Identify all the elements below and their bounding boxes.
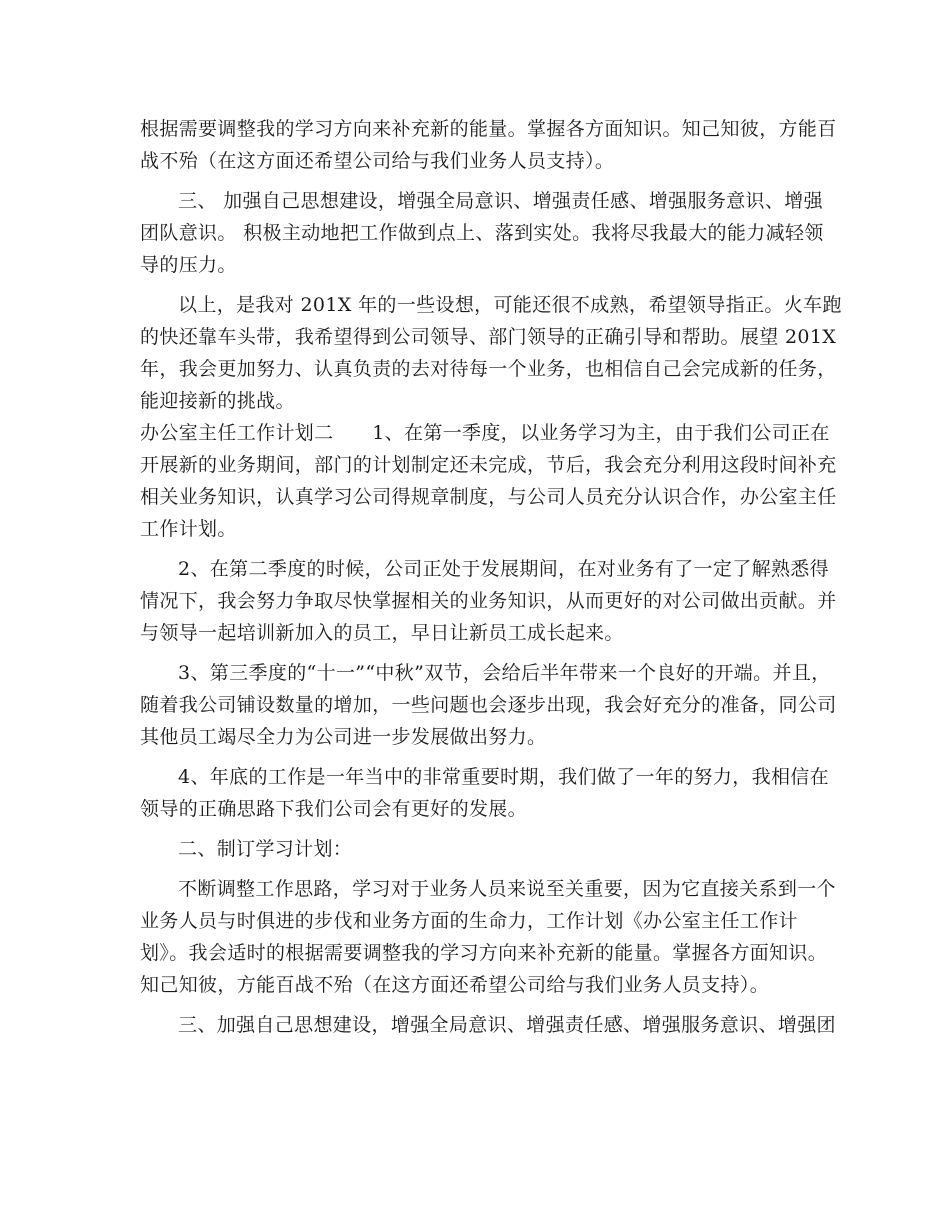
- text-line: 年，我会更加努力、认真负责的去对待每一个业务，也相信自己会完成新的任务，: [140, 358, 837, 380]
- text-line: 以上，是我对 201X 年的一些设想，可能还很不成熟，希望领导指正。火车跑: [178, 294, 842, 316]
- text-line: 4、年底的工作是一年当中的非常重要时期，我们做了一年的努力，我相信在: [178, 766, 829, 788]
- document-body: [140, 113, 842, 1041]
- text-line: 划》。我会适时的根据需要调整我的学习方向来补充新的能量。掌握各方面知识。: [140, 942, 828, 964]
- text-line: 战不殆（在这方面还希望公司给与我们业务人员支持）。: [140, 150, 615, 172]
- text-line: 领导的正确思路下我们公司会有更好的发展。: [140, 798, 528, 820]
- text-line: 团队意识。 积极主动地把工作做到点上、落到实处。我将尽我最大的能力减轻领: [140, 222, 824, 244]
- text-line: 与领导一起培训新加入的员工，早日让新员工成长起来。: [140, 622, 624, 644]
- text-line: 工作计划。: [140, 518, 237, 540]
- text-line: 业务人员与时俱进的步伐和业务方面的生命力，工作计划《办公室主任工作计: [140, 910, 798, 932]
- text-line: 三、 加强自己思想建设，增强全局意识、增强责任感、增强服务意识、增强: [178, 190, 823, 212]
- text-line: 知己知彼，方能百战不殆（在这方面还希望公司给与我们业务人员支持）。: [140, 974, 770, 996]
- section-heading-line: 办公室主任工作计划二 1、在第一季度，以业务学习为主，由于我们公司正在: [140, 422, 830, 444]
- text-line: 的快还靠车头带，我希望得到公司领导、部门领导的正确引导和帮助。展望 201X: [140, 326, 837, 348]
- text-line: 相关业务知识，认真学习公司得规章制度，与公司人员充分认识合作，办公室主任: [140, 486, 837, 508]
- section-heading: 二、制订学习计划：: [178, 838, 353, 860]
- text-line: 能迎接新的挑战。: [140, 390, 295, 412]
- text-line: 三、加强自己思想建设，增强全局意识、增强责任感、增强服务意识、增强团: [178, 1014, 836, 1036]
- text-line: 2、在第二季度的时候，公司正处于发展期间，在对业务有了一定了解熟悉得: [178, 558, 829, 580]
- text-line: 其他员工竭尽全力为公司进一步发展做出努力。: [140, 726, 547, 748]
- text-line: 根据需要调整我的学习方向来补充新的能量。掌握各方面知识。知己知彼，方能百: [140, 118, 837, 140]
- text-line: 3、第三季度的“十一”“中秋”双节，会给后半年带来一个良好的开端。并且，: [178, 662, 831, 684]
- text-line: 导的压力。: [140, 254, 237, 276]
- text-line: 情况下，我会努力争取尽快掌握相关的业务知识，从而更好的对公司做出贡献。并: [140, 590, 837, 612]
- text-line: 随着我公司铺设数量的增加，一些问题也会逐步出现，我会好充分的准备，同公司: [140, 694, 837, 716]
- text-line: 开展新的业务期间，部门的计划制定还未完成，节后，我会充分利用这段时间补充: [140, 454, 837, 476]
- text-line: 不断调整工作思路，学习对于业务人员来说至关重要，因为它直接关系到一个: [178, 878, 836, 900]
